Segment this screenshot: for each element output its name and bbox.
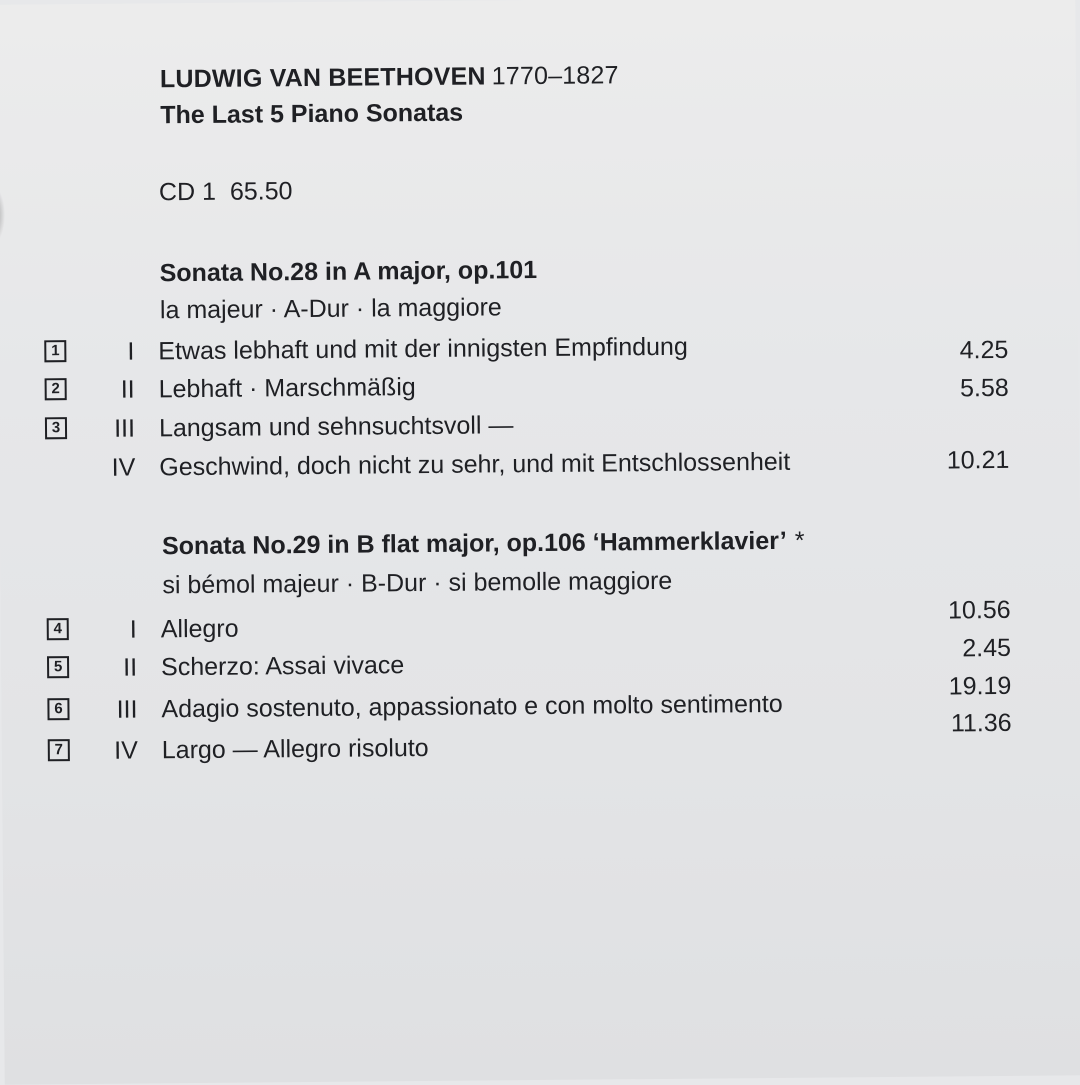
movement-title: Etwas lebhaft und mit der innigsten Empfindung — [158, 332, 688, 366]
sonata-29-title-text: Sonata No.29 in B flat major, op.106 ‘Hammerklavier’ — [161, 526, 787, 561]
movement-title: Allegro — [160, 614, 239, 644]
movement-title: Langsam und sehnsuchtsvoll — — [158, 411, 514, 443]
movement-title: Adagio sostenuto, appassionato e con molto sentimento — [161, 689, 783, 724]
movement-number: I — [127, 337, 135, 366]
footnote-asterisk: * — [794, 526, 805, 555]
track-row — [0, 406, 1079, 451]
movement-number: IV — [114, 736, 138, 765]
movement-duration: 5.58 — [959, 373, 1009, 403]
track-number-box: 6 — [47, 698, 69, 720]
track-number-box: 5 — [47, 656, 69, 678]
composer-years: 1770–1827 — [491, 61, 619, 91]
sonata-28-title: Sonata No.28 in A major, op.101 — [159, 256, 538, 288]
track-row — [1, 633, 1080, 690]
track-row — [0, 367, 1079, 412]
movement-number: I — [129, 615, 137, 644]
movement-title: Lebhaft · Marschmäßig — [158, 373, 416, 404]
sonata-28-key: la majeur · A-Dur · la maggiore — [159, 293, 502, 325]
track-number-box: 2 — [45, 378, 67, 400]
movement-number: III — [116, 695, 138, 724]
movement-number: II — [120, 375, 135, 404]
track-number-box: 1 — [44, 340, 66, 362]
movement-duration: 19.19 — [948, 671, 1012, 701]
movement-title: Geschwind, doch nicht zu sehr, und mit Entschlossenheit — [159, 447, 791, 482]
movement-number: II — [123, 653, 138, 682]
composer-line — [160, 61, 619, 94]
cd-label: CD 1 — [158, 177, 217, 207]
cd-info — [159, 177, 293, 207]
movement-duration: 10.56 — [947, 595, 1011, 625]
sonata-29-title — [162, 527, 805, 562]
composer-name: LUDWIG VAN BEETHOVEN — [159, 62, 486, 94]
movement-duration: 10.21 — [946, 445, 1010, 475]
page-edge-shadow — [0, 185, 5, 245]
track-number-box: 3 — [45, 417, 67, 439]
movement-number: III — [114, 414, 136, 443]
movement-number: IV — [111, 453, 136, 482]
cd-duration: 65.50 — [229, 177, 293, 206]
movement-duration: 11.36 — [950, 708, 1012, 738]
track-number-box: 4 — [47, 618, 69, 640]
album-title: The Last 5 Piano Sonatas — [160, 98, 464, 130]
track-row — [0, 445, 1080, 490]
sonata-29-key: si bémol majeur · B-Dur · si bemolle maggiore — [162, 566, 673, 600]
movement-title: Scherzo: Assai vivace — [160, 651, 405, 682]
movement-duration: 4.25 — [959, 335, 1009, 365]
track-number-box: 7 — [48, 739, 70, 761]
track-row — [1, 671, 1080, 732]
movement-duration: 2.45 — [962, 633, 1012, 663]
movement-title: Largo — Allegro risoluto — [161, 733, 429, 765]
